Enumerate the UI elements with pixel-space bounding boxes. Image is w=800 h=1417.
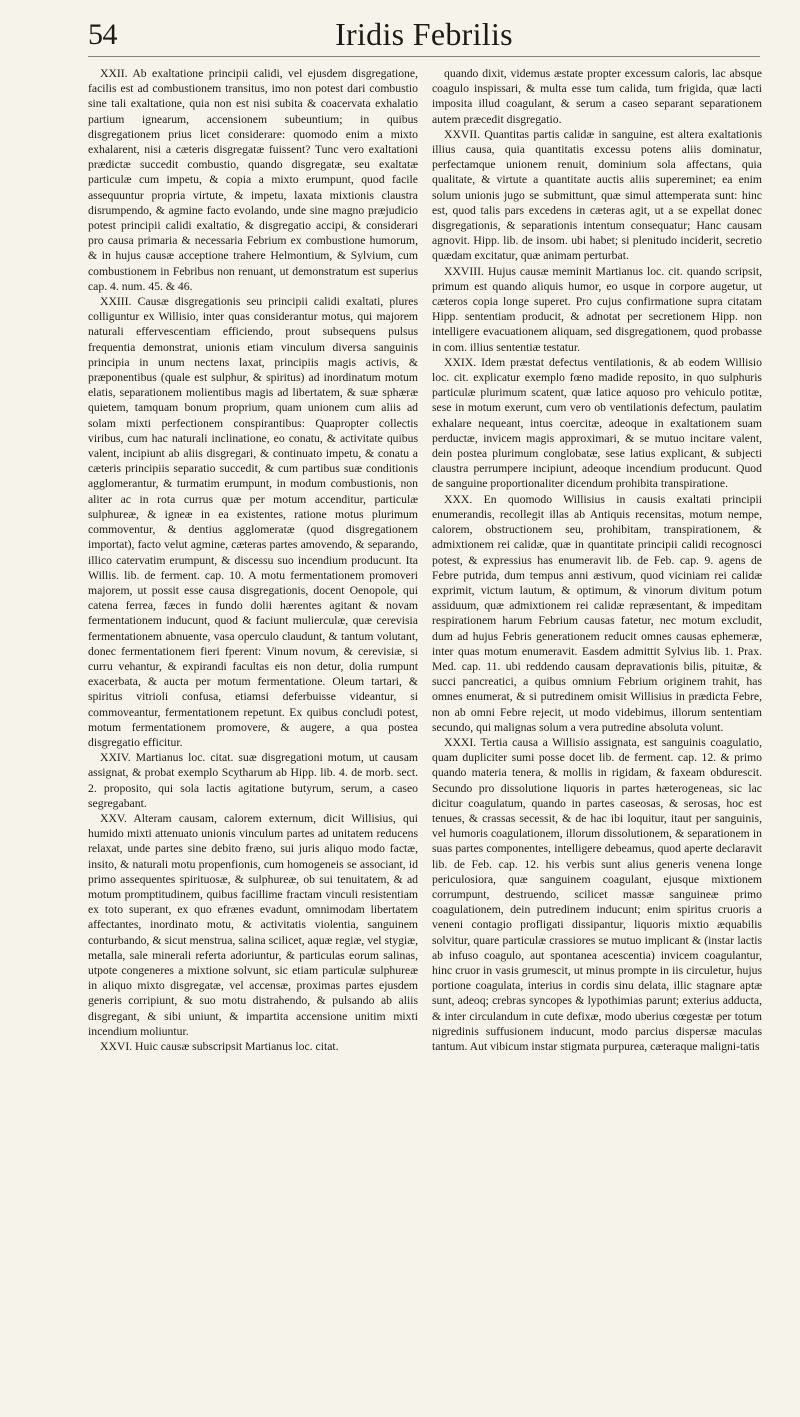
- running-title: Iridis Febrilis: [335, 16, 513, 52]
- paragraph-xxx: XXX. En quomodo Willisius in causis exaltati principii enumerandis, recollegit illas ab Antiquis recensitas, motum nempe, calorem, obstructionem seu, prohibitam, transpirationem, & admixtionem rei calidæ, quæ in quantitate principii calidi recognosci potest, & expressius has enumeravit lib. de Feb. cap. 9. agens de Febre putrida, dum tempus anni æstivum, quod viciniam rei calidæ exprimit, victum lautum, & optimum, & vinorum divitum potum assiduum, quæ admixtionem rei calidæ repræsentant, & impeditam respirationem harum Febrium causas fatetur, nec motum excludit, dum ad hujus Febris generationem reducit omnes causas ephemeræ, inter quas motum enumeravit. Easdem admittit Sylvius lib. 1. Prax. Med. cap. 11. ubi reddendo causam depravationis bilis, pituitæ, & succi pancreatici, a quibus omnium Febrium originem trahit, has omnes enumerat, & si putredinem omisit Willisius in prædicta Febre, non ab omni Febre rejecit, ut modo videbimus, illorum sententiam secundo, qui malignas solum a vera putredine absoluta volunt.: [432, 492, 762, 734]
- header-rule: [88, 56, 760, 57]
- left-column: [88, 66, 418, 1054]
- paragraph-xxiv: XXIV. Martianus loc. citat. suæ disgregationi motum, ut causam assignat, & probat exemplo Scytharum ab Hipp. lib. 4. de morb. sect. 2. proposito, qui sola lactis agitatione butyrum, serum, a caseo segregabant.: [88, 751, 418, 810]
- paragraph-xxvi-continued: quando dixit, videmus æstate propter excessum caloris, lac absque coagulo inspissari, & multa esse tum calida, tum frigida, quæ lacti imposita illud coagulant, & serum a caseo separant separationem autem præcedit disgregatio.: [432, 67, 762, 126]
- page-number: 54: [88, 18, 117, 51]
- page-header: [88, 14, 760, 54]
- paragraph-xxvi: XXVI. Huic causæ subscripsit Martianus loc. citat.: [100, 1040, 339, 1053]
- paragraph-xxix: XXIX. Idem præstat defectus ventilationis, & ab eodem Willisio loc. cit. explicatur exemplo fœno madide reposito, in quo sulphuris particulæ plurimum scatent, quæ latice aquoso pro vehiculo potitæ, sese in motum exerunt, cum vero ob ventilationis defectum, paulatim exhalare nequeant, intus coercitæ, adeoque in exaltationem suam perductæ, invicem magis approximari, & se mutuo incitare valent, dein postea plurimum conglobatæ, sese latius explicant, & subjecti claustra perrumpere incipiunt, adeoque incendium producunt. Quod de sanguine proportionaliter dicendum prohibita transpiratione.: [432, 355, 762, 491]
- paragraph-xxvii: XXVII. Quantitas partis calidæ in sanguine, est altera exaltationis illius causa, quia quantitatis excessu potens aliis dominatur, perfectamque unionem renuit, dominium sola affectans, quia qualitate, & virtute a quantitate auctis aliis supereminet; ea enim solum unionis jugo se submittunt, quæ simul attemperata sunt: hinc est, quod talis pars excedens in cæteras agit, ut a se expellat donec disgregationis, & separationis intentum consequatur; Hanc causam agnovit. Hipp. lib. de insom. ubi habet; si plenitudo inciderit, secretio quædam excitatur, quæ animam perturbat.: [432, 127, 762, 263]
- paragraph-xxviii: XXVIII. Hujus causæ meminit Martianus loc. cit. quando scripsit, primum est quando aliquis humor, eo usque in corpore augetur, ut cæteros copia longe superet. Pro cujus confirmatione supra citatam Hipp. sententiam producit, & adnotat per secretionem Hipp. non intelligere evacuationem aliquam, sed disgregationem, quod probasse in com. illius sententiæ testatur.: [432, 264, 762, 354]
- paragraph-xxiii: XXIII. Causæ disgregationis seu principii calidi exaltati, plures colliguntur ex Willisio, inter quas considerantur motus, qui majorem naturali effervescentiam efficiendo, prout subsequens pulsus frequentia demonstrat, unionis etiam vinculum diversa sanguinis principia in unum nectens laxat, principiis magis activis, & præponentibus (quale est sulphur, & spiritus) ad inordinatum motum elatis, separationem molientibus magis ad libertatem, & suæ sphæræ quietem, tamquam bonum proprium, quam unionem cum aliis ad solam mixti perfectionem conspirantibus: Quapropter collectis viribus, cum hac naturali inclinatione, eo conatu, & activitate quibus valent, incipiunt ab aliis disgregari, & continuato impetu, & conatu a cæteris principiis separatio succedit, & cum partibus suæ conditionis agglomerantur, & turmatim erumpunt, in modum combustionis, non aliter ac in rota currus quæ per motum accenditur, particulæ sulphureæ, & igneæ in ea existentes, ratione motus plurimum commoventur, & dentius agglomeratæ (quod disgregationem importat), facto velut agmine, cæteras partes amovendo, & separando, illico catervatim erumpunt, & discessu suo incendium producunt. Ita Willis. lib. de ferment. cap. 10. A motu fermentationem promoveri majorem, ut possit esse causa disgregationis, docent Oenopole, qui catena ferrea, fæces in fundo dolii hærentes agitant & novam fermentationem inducunt, quod & faciunt mulierculæ, quæ cerevisia fermentationem abnuente, vasa operculo claudunt, & tantum volutant, donec fermentationem fieri fperent: Vinum novum, & cerevisiæ, si curru vehantur, & expirandi facultas eis non detur, dolia rumpunt exacerbata, & aucta per motum fermentatione. Oleum tartari, & spiritus vitrioli confusa, etiamsi deferbuisse videantur, si commoveantur, fermentationem repetunt. Ex quibus concludi potest, motum fermentationem promovere, & augere, a qua postea disgregatio efficitur.: [88, 295, 418, 749]
- paragraph-xxii: XXII. Ab exaltatione principii calidi, vel ejusdem disgregatione, facilis est ad combustionem transitus, imo non potest dari combustio sine tali exaltatione, quia non est nisi subita & coacervata exhalatio partium ignearum, accensionem subeuntium; in quibus disgregationem prius licet considerare: quomodo enim a mixto exhalarent, nisi a cæteris disgregatæ fuissent? Tunc vero exaltationi prædictæ succedit combustio, quando disgregatæ, seu exaltatæ particulæ cum impetu, & copia a mixto erumpunt, quod facile assequuntur propria virtute, & impetu, laxata mixtionis claustra disrumpendo, & agmine facto evolando, unde sine magno præjudicio potest principii calidi exaltatio, & disgregatio accipi, & considerari pro causa primaria & necessaria Febrium ex combustione humorum, & in hujus causæ acceptione trahere Helmontium, & Sylvium, cum combustionem in Febribus non renuant, ut demonstratum est superius cap. 4. num. 45. & 46.: [88, 67, 418, 293]
- right-column: [432, 66, 762, 1054]
- paragraph-xxv: XXV. Alteram causam, calorem externum, dicit Willisius, qui humido mixti attenuato unionis vinculum partes ad unitatem reducens relaxat, unde partes sine debito fræno, sui juris aliquo modo factæ, insito, & naturali motu propenfionis, cum homogeneis se associant, id primo assequentes spirituosæ, & sulphureæ, ob sui tenuitatem, & ad motum promptitudinem, quibus facillime fractam vinculi resistentiam ex toto superant, ex quo efrænes evadunt, omnimodam libertatem affectantes, inordinato motu, & activitatis violentia, sanguinem conturbando, & sicut menstrua, salina scilicet, aquæ regiæ, vel stygiæ, metalla, sale minerali referta adoriuntur, & particulas eorum salinas, utpote congeneres a mixtione solvunt, sic etiam particulæ sulphureæ in aliquo mixto disgregatæ, vel accensæ, proximas partes ejusdem generis corripiunt, & suo motu distrahendo, & pulsando ab aliis disgregant, & sibi uniunt, & impartita accensione unitim mixti incendium moliuntur.: [88, 811, 418, 1038]
- paragraph-xxxi: XXXI. Tertia causa a Willisio assignata, est sanguinis coagulatio, quam dupliciter sumi posse docet lib. de ferment. cap. 12. & primo quando materia tenera, & mollis in rigidam, & faxeam obdurescit. Secundo pro dissolutione liquoris in partes hæterogeneas, sic lac dicitur coagulatum, quando in partes caseosas, & serosas, hoc est tenues, & crassas secessit, & de hac ibi loquitur, itaut per sanguinis, vel humoris coagulationem, illorum dissolutionem, & separationem in suas partes componentes, intelligere debeamus, quod aperte declaravit lib. de Feb. cap. 12. his verbis sunt alius generis venena longe periculosiora, quæ sanguinem coagulant, ejusque mixtionem corrumpunt, destruendo, scilicet massæ sanguineæ primo coagulationem, dein putredinem inducunt; enim spiritus cruoris a veneni contagio profligati dissipantur, liquoris mixtio æquabilis solvitur, quare particulæ crassiores se mutuo implicant & (instar lactis ab infuso coagulo, aut spontanea acescentia) invicem coagulantur, hinc cruor in vasis grumescit, ut minus prompte in iis circuletur, hujus portione coagulata, interius in cordis sinu delata, illic stagnare aptæ sunt, adeoq; crebras syncopes & lypothimias parunt; exterius adducta, & inter circulandum in cute defixæ, modo uberius cœgestæ per totum nigredinis suffusionem inducunt, modo parcius dispersæ maculas tantum. Aut vibicum instar stigmata purpurea, cæteraque maligni-tatis: [432, 735, 762, 1053]
